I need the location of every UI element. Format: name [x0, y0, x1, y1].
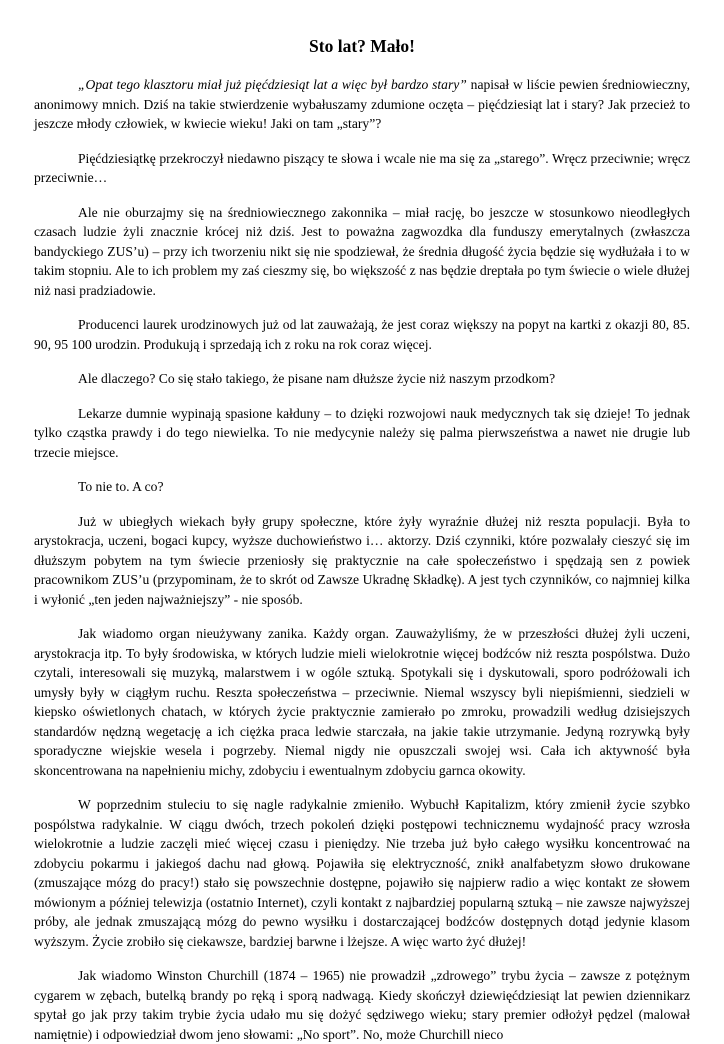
opening-quote: „Opat tego klasztoru miał już pięćdziesiąt lat a więc był bardzo stary” — [78, 77, 467, 92]
paragraph-11: Jak wiadomo Winston Churchill (1874 – 1965) nie prowadził „zdrowego” trybu życia – zawsze z potężnym cygarem w zębach, butelką brandy po ręką i sporą nadwagą. Kiedy skończył dziewięćdziesiąt lat pewien dziennikarz spytał go jak przy takim trybie życia udało mu się dożyć sędziwego wieku; stary premier odłożył pędzel (malował namiętnie) i odpowiedział dwom jeno słowami: „No sport”. No, może Churchill nieco — [34, 968, 690, 1042]
paragraph-1 — [34, 75, 690, 134]
paragraph-10: W poprzednim stuleciu to się nagle radykalnie zmieniło. Wybuchł Kapitalizm, który zmienił życie szybko pospólstwa radykalnie. W ciągu dwóch, trzech pokoleń dzięki postępowi technicznemu wydajność pracy wzrosła wielokrotnie a ludzie zaczęli mieć więcej czasu i pieniędzy. Nie trzeba już było całego wysiłku koncentrować na zdobyciu pokarmu i jakiegoś dachu nad głową. Pojawiła się elektryczność, znikł analfabetyzm słowo drukowane (zmuszające mózg do pracy!) stało się powszechnie dostępne, pojawiło się najpierw radio a więc kontakt ze słowem mówionym a później telewizja (ostatnio Internet), czyli kontakt z najbardziej popularną sztuką – nie zawsze najwyższej próby, ale jednak zmuszającą mózg do pewno wysiłku i dostarczającej bodźców dostępnych dotąd jedynie klasom wyższym. Życie zrobiło się ciekawsze, bardziej barwne i lżejsze. A więc warto żyć dłużej! — [34, 797, 690, 949]
paragraph-4: Producenci laurek urodzinowych już od lat zauważają, że jest coraz większy na popyt na kartki z okazji 80, 85. 90, 95 100 urodzin. Produkują i sprzedają ich z roku na rok coraz więcej. — [34, 317, 690, 352]
paragraph-8: Już w ubiegłych wiekach były grupy społeczne, które żyły wyraźnie dłużej niż reszta populacji. Była to arystokracja, uczeni, bogaci kupcy, wyższe duchowieństwo i… aktorzy. Dziś czynniki, które pozwalały cieszyć się im dłuższym pobytem na tym świecie przeniosły się praktycznie na całe społeczeństwo i spędzają sen z powiek pracownikom ZUS’u (przypominam, że to skrót od Zawsze Ukradnę Składkę). A jest tych czynników, co najmniej kilka i wyłonić „ten jeden najważniejszy” - nie sposób. — [34, 513, 690, 607]
paragraph-2: Pięćdziesiątkę przekroczył niedawno piszący te słowa i wcale nie ma się za „starego”. Wręcz przeciwnie; wręcz przeciwnie… — [34, 150, 690, 185]
paragraph-3: Ale nie oburzajmy się na średniowiecznego zakonnika – miał rację, bo jeszcze w stosunkowo nieodległych czasach ludzie żyli znacznie krócej niż dziś. Jest to poważna zagwozdka dla funduszy emerytalnych (zwłaszcza bandyckiego ZUS’u) – przy ich tworzeniu nikt się nie spodziewał, że średnia długość życia będzie się wydłużała i to w takim stopniu. Ale to ich problem my zaś cieszmy się, bo większość z nas będzie dreptała po tym świecie o wiele dłużej niż nasi pradziadowie. — [34, 204, 690, 298]
paragraph-9: Jak wiadomo organ nieużywany zanika. Każdy organ. Zauważyliśmy, że w przeszłości dłużej żyli uczeni, arystokracja itp. To były środowiska, w których ludzie mieli wielokrotnie więcej bodźców niż reszta pospólstwa. Dużo czytali, interesowali się muzyką, malarstwem i w ogóle sztuką. Spotykali się i dyskutowali, sporo podróżowali ich umysły były w ciągłym ruchu. Reszta społeczeństwa – przeciwnie. Niemal wszyscy byli niepiśmienni, siedzieli w kiepsko oświetlonych chatach, w których życie praktycznie zamierało po zmroku, prowadzili według dzisiejszych standardów nędzną wegetację a ich ciężka praca ledwie starczała, na jakie takie utrzymanie. Jedyną rozrywką były sporadyczne wiejskie wesela i pogrzeby. Niemal nigdy nie opuszczali swojej wsi. Cała ich aktywność była skoncentrowana na napełnieniu michy, zdobyciu i ewentualnym zdobyciu garnca okowity. — [34, 626, 690, 778]
paragraph-1-text: napisał w liście pewien średniowieczny, anonimowy mnich. Dziś na takie stwierdzenie wybałuszamy zdumione oczęta – pięćdziesiąt lat i stary? Jak przecież to jeszcze młody człowiek, w kwiecie wieku! Jaki on tam „stary”? — [34, 77, 690, 131]
paragraph-7: To nie to. A co? — [78, 479, 164, 494]
paragraph-5: Ale dlaczego? Co się stało takiego, że pisane nam dłuższe życie niż naszym przodkom? — [78, 371, 556, 386]
paragraph-6: Lekarze dumnie wypinają spasione kałduny – to dzięki rozwojowi nauk medycznych tak się dzieje! To jednak tylko cząstka prawdy i do tego niewielka. To nie medycynie należy się palma pierwszeństwa a nawet nie drugie lub trzecie miejsce. — [34, 405, 690, 460]
document-title: Sto lat? Mało! — [309, 36, 415, 56]
